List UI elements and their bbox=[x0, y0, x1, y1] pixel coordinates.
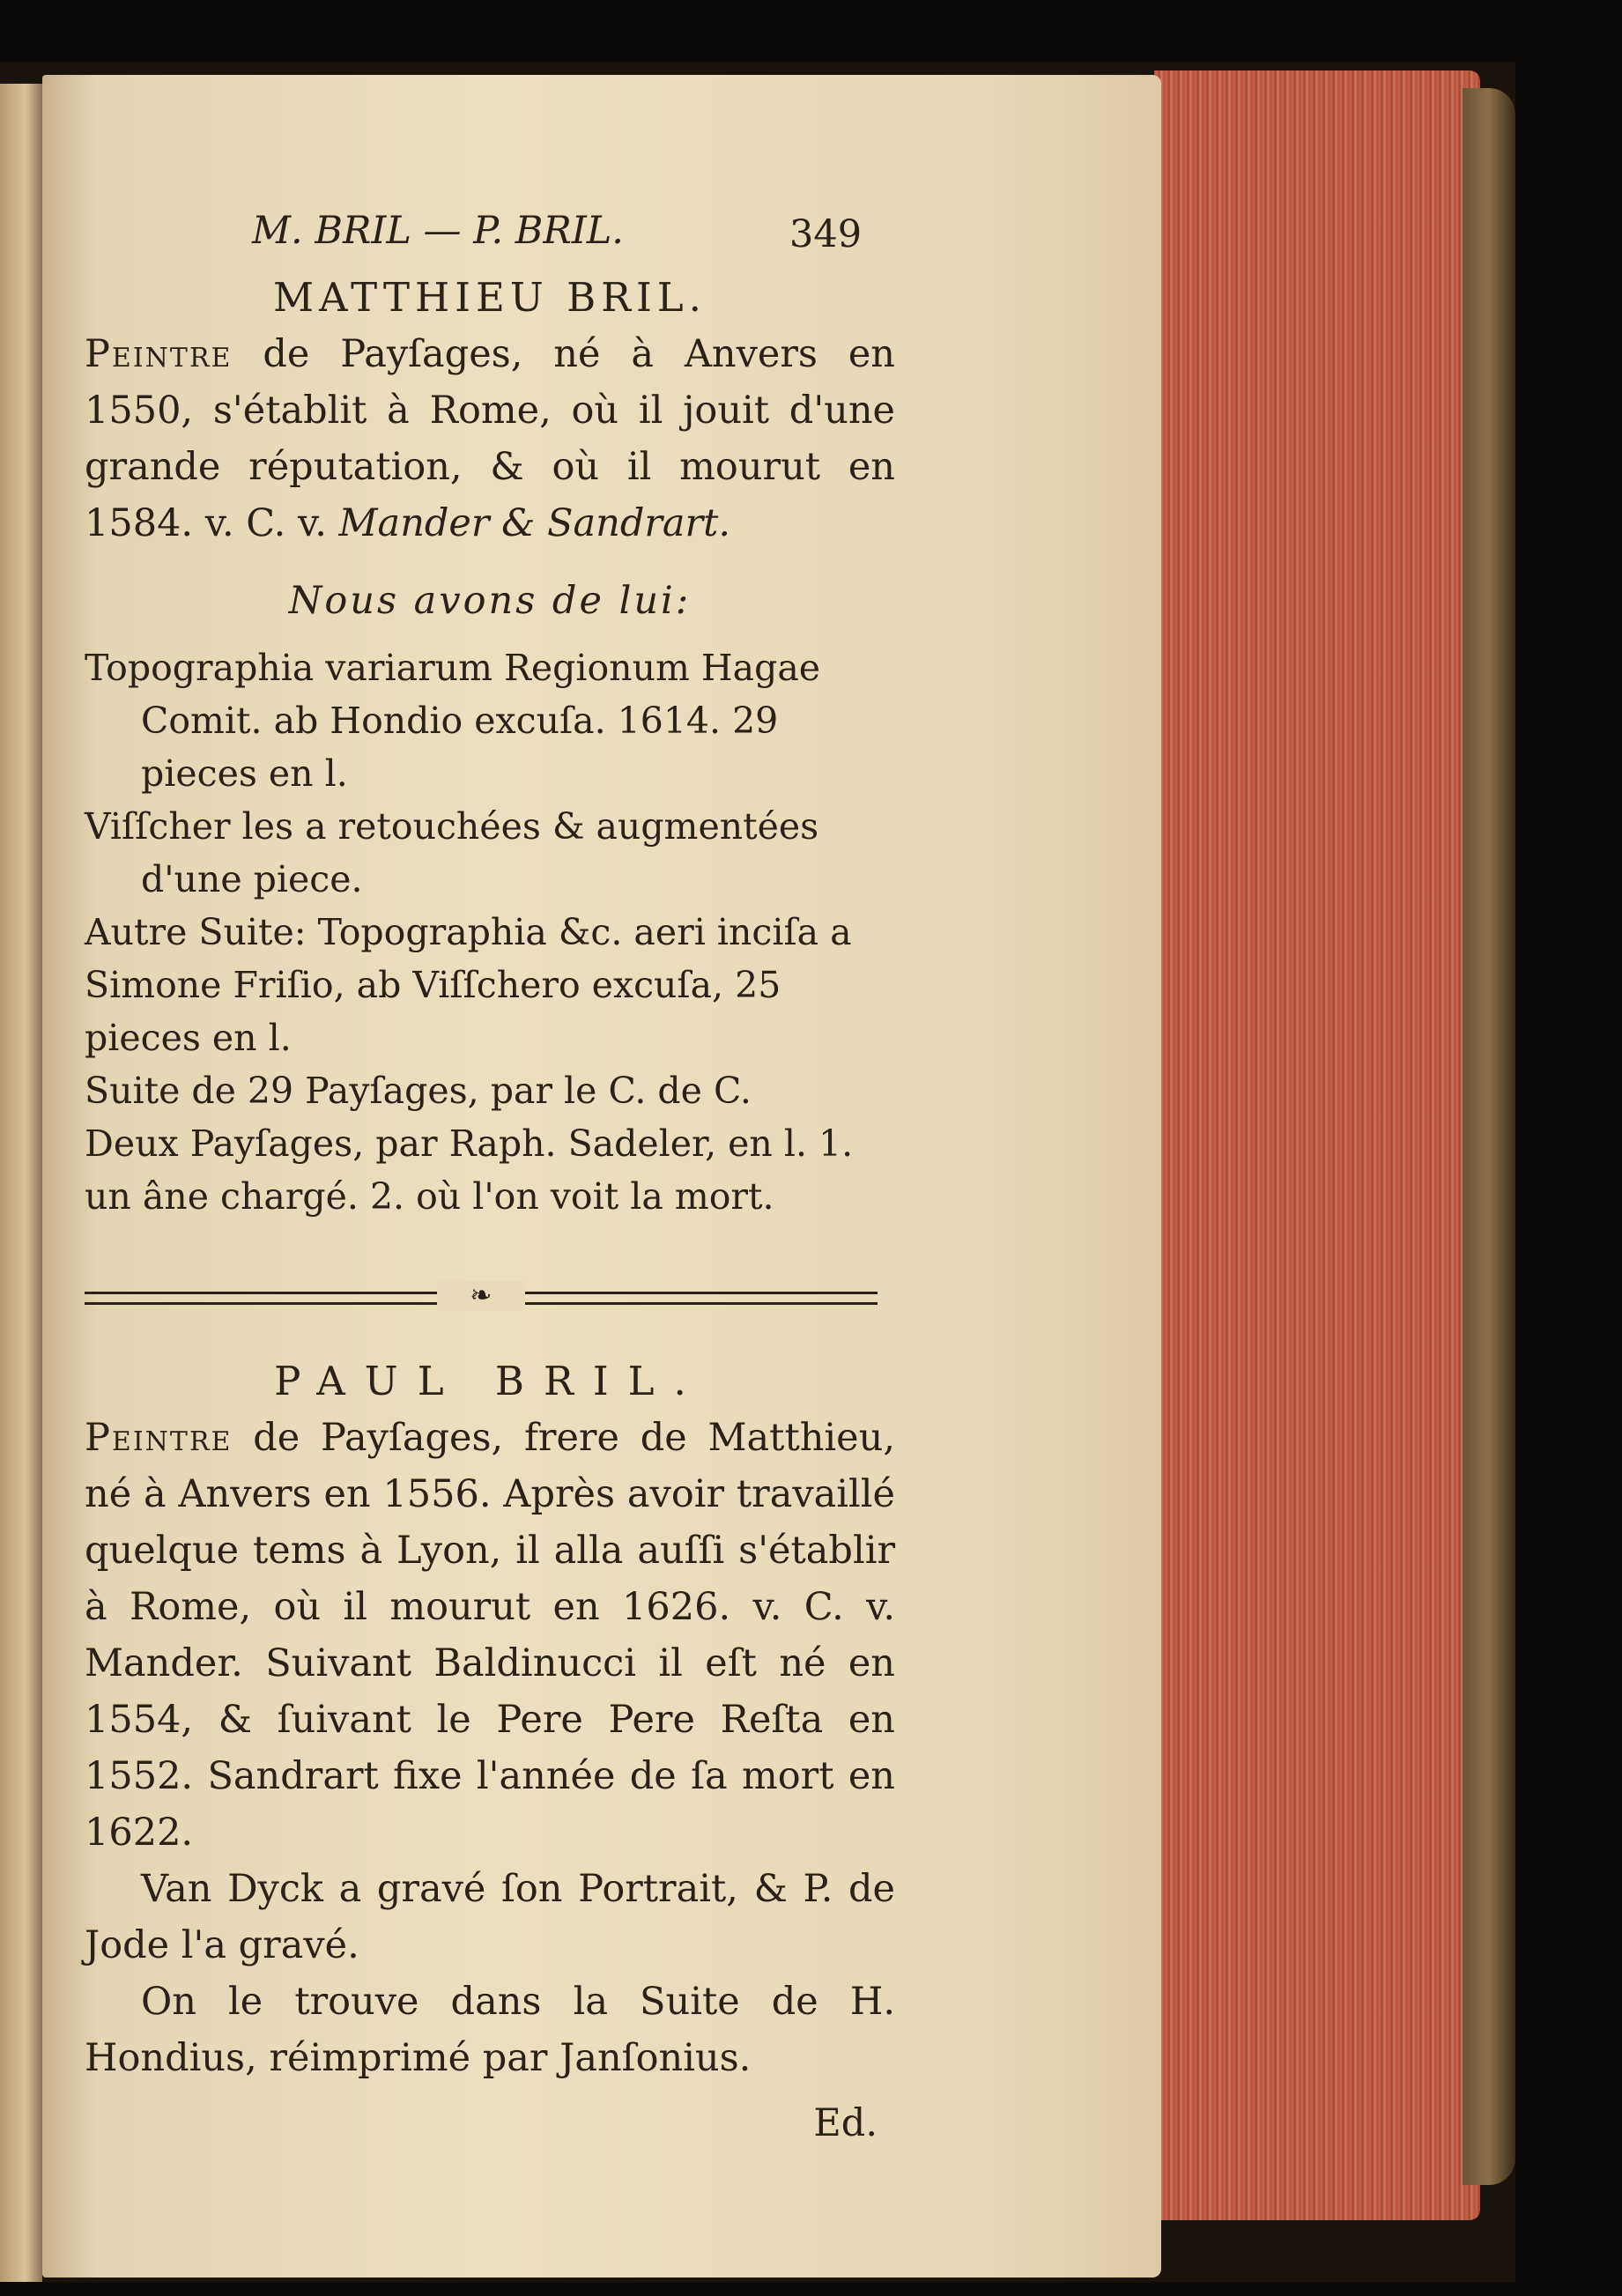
work-entry: Suite de 29 Payſages, par le C. de C. bbox=[85, 1070, 752, 1112]
work-entry: Topographia variarum Regionum Hagae Comit. ab Hondio excuſa. 1614. 29 pieces en l. bbox=[85, 647, 821, 795]
section-heading-matthieu: MATTHIEU BRIL. bbox=[273, 274, 707, 321]
intro-body: de Payſages, frere de Matthieu, né à Anvers en 1556. Après avoir travaillé quelque tems à Lyon, il alla auſſi s'établir à Rome, où il mourut en 1626. v. C. v. Mander. Suivant Baldinucci il eſt né en 1554, & ſuivant le Pere Pere Reſta en 1552. Sandrart fixe l'année de ſa mort en 1622. bbox=[85, 1416, 895, 1855]
work-entry: Viſſcher les a retouchées & augmentées d'une piece. bbox=[85, 805, 819, 900]
paul-suite-note: On le trouve dans la Suite de H. Hondius, réimprimé par Janſonius. bbox=[85, 1980, 895, 2080]
intro-body: de Payſages, né à Anvers en 1550, s'établit à Rome, où il jouit d'une grande réputation, & où il mourut en 1584. v. C. v. bbox=[85, 332, 895, 545]
divider-ornament: ❧ bbox=[437, 1281, 525, 1311]
catchword: Ed. bbox=[813, 2101, 878, 2145]
running-header bbox=[85, 203, 895, 259]
running-title: M. BRIL — P. BRIL. bbox=[252, 209, 624, 253]
works-subheading: Nous avons de lui: bbox=[288, 579, 692, 623]
left-page-edge bbox=[0, 84, 42, 2282]
matthieu-intro bbox=[85, 326, 895, 552]
page-number: 349 bbox=[789, 212, 863, 256]
work-entry: Deux Payſages, par Raph. Sadeler, en l. 1. un âne chargé. 2. où l'on voit la mort. bbox=[85, 1122, 854, 1218]
paul-portrait-note: Van Dyck a gravé ſon Portrait, & P. de Jode l'a gravé. bbox=[85, 1867, 895, 1967]
work-entry: Autre Suite: Topographia &c. aeri inciſa a Simone Friſio, ab Viſſchero excuſa, 25 pieces en l. bbox=[85, 911, 852, 1059]
intro-lead: Peintre bbox=[85, 1416, 233, 1460]
fore-edge bbox=[1154, 70, 1480, 2220]
section-heading-paul: PAUL BRIL. bbox=[274, 1358, 706, 1404]
intro-ref: Mander & Sandrart. bbox=[338, 501, 731, 545]
paul-intro bbox=[85, 1410, 895, 1861]
section-divider bbox=[85, 1246, 895, 1343]
page-text bbox=[85, 203, 895, 2152]
intro-lead: Peintre bbox=[85, 332, 233, 376]
